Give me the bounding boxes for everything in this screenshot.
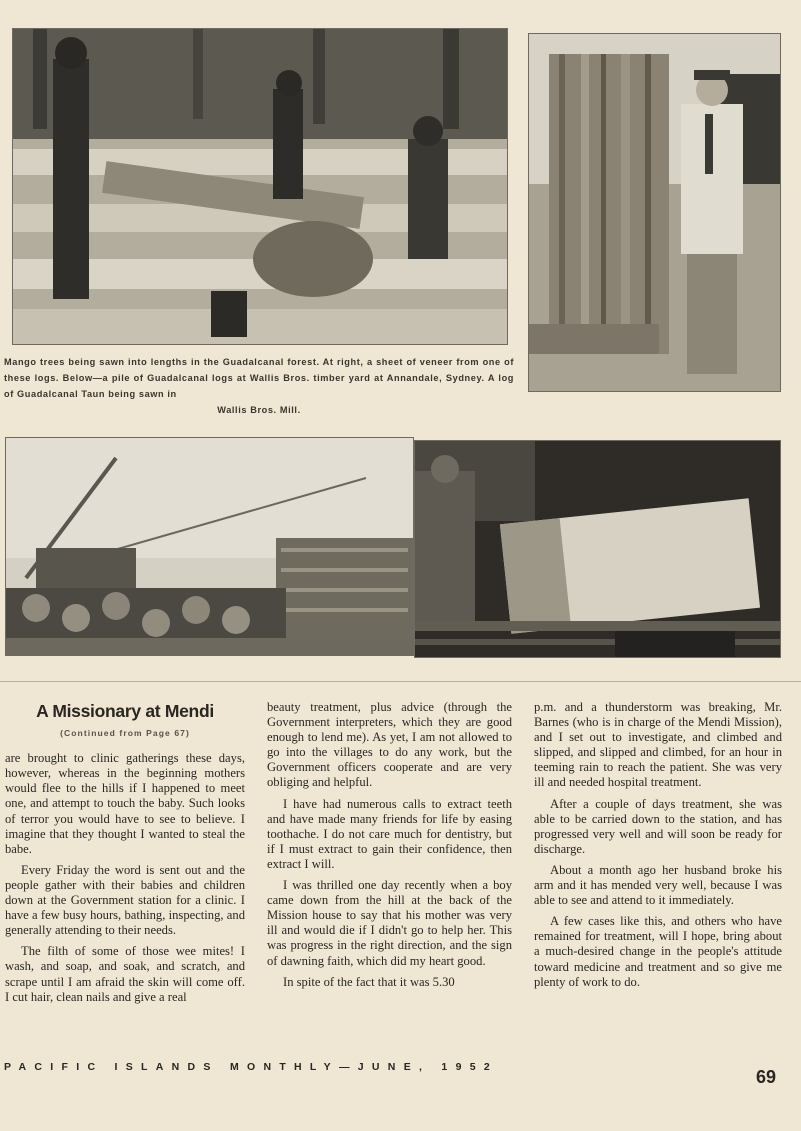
- paragraph: p.m. and a thunderstorm was breaking, Mr. Barnes (who is in charge of the Mendi Mission), and I set out to investigate, and climbed and slipped, and slipped and climbed, for an hour in teeming rain to reach the patient. She was very ill and needed hospital treatment.: [534, 700, 782, 790]
- page-number: 69: [756, 1067, 777, 1087]
- paragraph: A few cases like this, and others who have remained for treatment, will I hope, bring about a much-desired change in the people's attitude toward medicine and treatment and so give me plenty of work to do.: [534, 914, 782, 989]
- paragraph: About a month ago her husband broke his arm and it has mended very well, because I was able to see and attend to it immediately.: [534, 862, 782, 908]
- publication-footer: PACIFIC ISLANDS MONTHLY—JUNE, 1952: [4, 1061, 498, 1073]
- section-divider: [0, 681, 801, 682]
- article-column-1: [5, 701, 245, 1011]
- caption-last-line: Wallis Bros. Mill.: [217, 405, 301, 415]
- continued-note: (Continued from Page 67): [60, 728, 190, 739]
- photo-veneer-sheet: [528, 33, 781, 392]
- paragraph: In spite of the fact that it was 5.30: [283, 974, 455, 989]
- paragraph: I have had numerous calls to extract teeth and have made many friends for life by easing toothache. I do not care much for dentistry, but if I must extract to gain their confidence, then extract I will.: [267, 796, 512, 871]
- paragraph: Every Friday the word is sent out and the people gather with their babies and children down at the Government station for a clinic. I have a few busy hours, bathing, inspecting, and generally attending to their needs.: [5, 862, 245, 938]
- article-column-2: [267, 700, 512, 996]
- article-column-3: [534, 700, 782, 996]
- photo-caption: [4, 354, 514, 418]
- paragraph: are brought to clinic gatherings these days, however, whereas in the beginning mothers would flee to the hills if I happened to meet one, and attempt to touch the baby. Such looks of terror you would have to see to believe. I imagine that they thought I wanted to steal the babe.: [5, 751, 245, 856]
- paragraph: The filth of some of those wee mites! I wash, and soap, and soak, and scratch, and scrape until I am afraid the skin will come off. I cut hair, clean nails and give a real: [5, 944, 245, 1004]
- article-headline: A Missionary at Mendi: [36, 701, 214, 721]
- photo-sawing-logs: [12, 28, 508, 345]
- paragraph: I was thrilled one day recently when a boy came down from the hill at the back of the Mission house to say that his mother was very ill and would die if I didn't go to help her. This was progress in the right direction, and the sign of dawning faith, which did my heart good.: [267, 878, 512, 968]
- paragraph: After a couple of days treatment, she was able to be carried down to the station, and has progressed very well and will soon be ready for discharge.: [534, 796, 782, 856]
- photo-timber-yard-logs: [5, 437, 414, 656]
- photo-mill-sawing: [414, 440, 781, 658]
- caption-text: Mango trees being sawn into lengths in the Guadalcanal forest. At right, a sheet of veneer from one of these logs. Below—a pile of Guadalcanal logs at Wallis Bros. timber yard at Annandale, Sydney. A log of Guadalcanal Taun being sawn in: [4, 357, 514, 399]
- paragraph: beauty treatment, plus advice (through the Government interpreters, which they are good enough to lend me). As yet, I am not allowed to go into the villages to do any work, but the Government officers cooperate and are very obliging and helpful.: [267, 700, 512, 790]
